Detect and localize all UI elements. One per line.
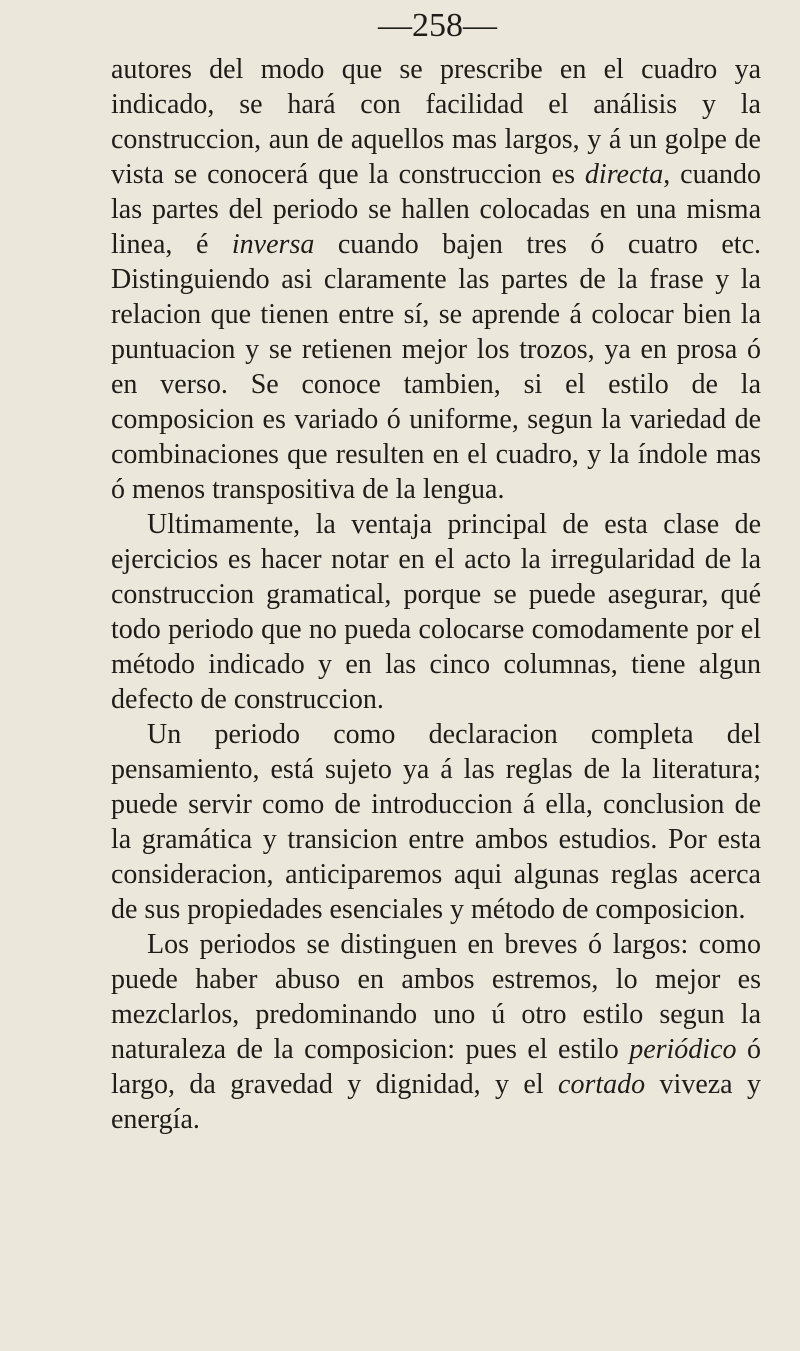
paragraph-3: Un periodo como declaracion completa del pensamiento, está sujeto ya á las reglas de la literatura; puede servir como de introduccion á ella, conclusion de la gramática y transicion entre ambos estudios. Por esta consideracion, anticiparemos aqui algunas reglas acerca de sus propiedades esenciales y método de composicion. xyxy=(111,719,761,925)
paragraph-4-text-2: ó largo, da gravedad y dignidad, y el xyxy=(111,1034,762,1100)
italic-term-inversa: inversa xyxy=(231,229,315,260)
body-text xyxy=(111,52,761,1137)
paragraph-1-text-2: , cuando las partes del periodo se hallen colocadas en una misma linea, é xyxy=(111,159,762,260)
paragraph-4 xyxy=(111,927,761,1137)
italic-term-periodico: periódico xyxy=(629,1034,737,1065)
italic-term-directa: directa xyxy=(584,159,664,190)
page-number: —258— xyxy=(378,7,497,44)
paragraph-1 xyxy=(111,52,761,507)
paragraph-4-text-3: viveza y energía. xyxy=(111,1069,761,1135)
paragraph-1-text-3: cuando bajen tres ó cuatro etc. Distinguiendo asi claramente las partes de la frase y la relacion que tienen entre sí, se aprende á colocar bien la puntuacion y se retienen mejor los trozos, ya en prosa ó en verso. Se conoce tambien, si el estilo de la composicion es variado ó uniforme, segun la variedad de combinaciones que resulten en el cuadro, y la índole mas ó menos transpositiva de la lengua. xyxy=(111,229,762,505)
italic-term-cortado: cortado xyxy=(558,1069,646,1100)
paragraph-2: Ultimamente, la ventaja principal de esta clase de ejercicios es hacer notar en el acto la irregularidad de la construccion gramatical, porque se puede asegurar, qué todo periodo que no pueda colocarse comodamente por el método indicado y en las cinco columnas, tiene algun defecto de construccion. xyxy=(111,509,761,715)
paragraph-1-text: autores del modo que se prescribe en el cuadro ya indicado, se hará con facilidad el análisis y la construccion, aun de aquellos mas largos, y á un golpe de vista se conocerá que la construccion es xyxy=(111,54,761,190)
paragraph-4-text: Los periodos se distinguen en breves ó largos: como puede haber abuso en ambos estremos, lo mejor es mezclarlos, predominando uno ú otro estilo segun la naturaleza de la composicion: pues el estilo xyxy=(111,929,761,1065)
